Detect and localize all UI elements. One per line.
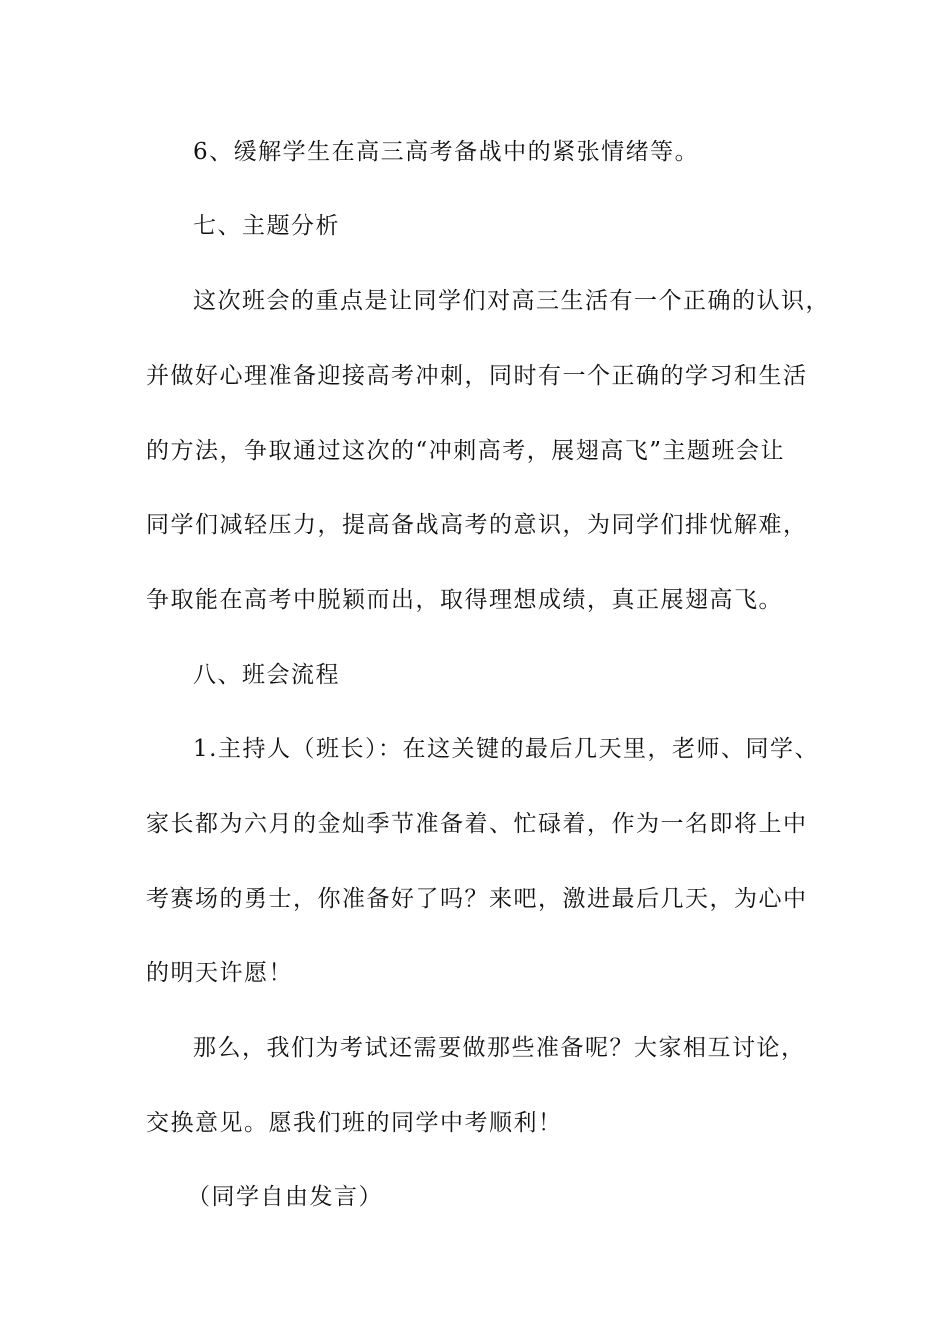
section-heading-7: 七、主题分析 (193, 213, 340, 239)
paragraph-line: 考赛场的勇士，你准备好了吗？来吧，激进最后几天，为心中 (146, 886, 808, 912)
section-heading-8: 八、班会流程 (193, 662, 340, 688)
paragraph-line: 那么，我们为考试还需要做那些准备呢？大家相互讨论， (193, 1035, 806, 1061)
paragraph-line: 争取能在高考中脱颖而出，取得理想成绩，真正展翅高飞。 (146, 587, 783, 613)
paragraph-line: 家长都为六月的金灿季节准备着、忙碌着，作为一名即将上中 (146, 811, 808, 837)
paragraph-line: 同学们减轻压力，提高备战高考的意识，为同学们排忧解难， (146, 512, 808, 538)
list-item-6: 6、缓解学生在高三高考备战中的紧张情绪等。 (193, 139, 700, 165)
paragraph-line: 的明天许愿！ (146, 960, 293, 986)
paragraph-line: 交换意见。愿我们班的同学中考顺利！ (146, 1110, 563, 1136)
paragraph-line: 并做好心理准备迎接高考冲刺，同时有一个正确的学习和生活 (146, 363, 808, 389)
paragraph-line: 1.主持人（班长）：在这关键的最后几天里，老师、同学、 (193, 736, 819, 762)
paragraph-line: 这次班会的重点是让同学们对高三生活有一个正确的认识， (193, 288, 830, 314)
stage-direction: （同学自由发言） (187, 1184, 383, 1210)
paragraph-line: 的方法，争取通过这次的“冲刺高考，展翅高飞”主题班会让 (146, 438, 786, 464)
